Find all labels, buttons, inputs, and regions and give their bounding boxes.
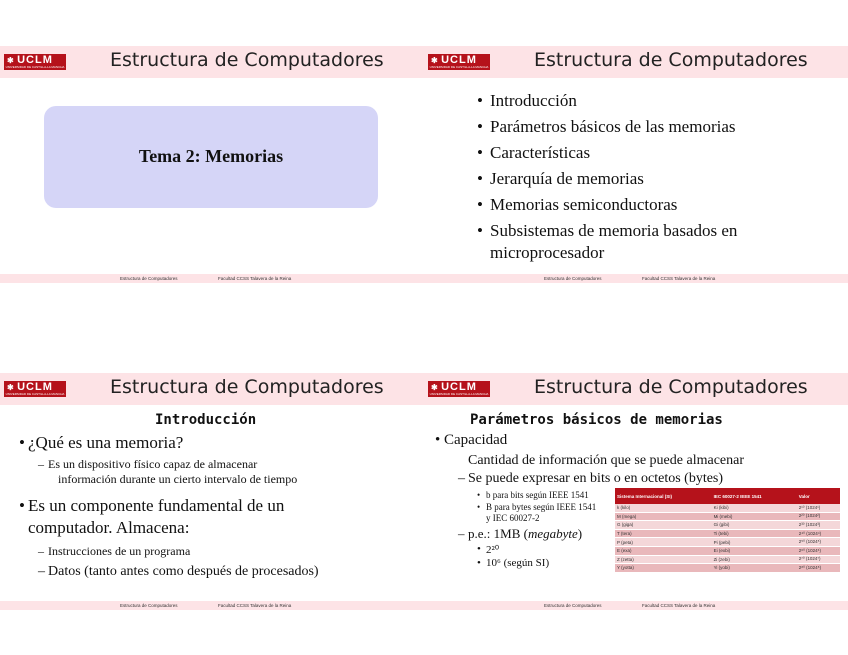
capacidad-heading: • Capacidad [444, 432, 507, 449]
slide-header [424, 373, 848, 405]
table-header: IEC 60027-2 IEEE 1541 [712, 488, 797, 504]
slide-footer: Estructura de Computadores Facultad CCSS Talavera de la Reina [424, 601, 848, 610]
star-icon: ✱ [7, 383, 15, 392]
power-of-ten: • 10⁶ (según SI) [486, 557, 549, 569]
uclm-logo: ✱ UCLM UNIVERSIDAD DE CASTILLA-LA MANCHA [5, 54, 65, 69]
uclm-logo: ✱ UCLM UNIVERSIDAD DE CASTILLA-LA MANCHA [429, 381, 489, 396]
sub-item-1: – Instrucciones de un programa [48, 544, 190, 559]
question-1: • ¿Qué es una memoria? [28, 433, 183, 453]
agenda-item: • Introducción [490, 91, 577, 111]
section-title: Introducción [155, 412, 257, 428]
slide-1 [0, 46, 424, 283]
point-2-line-2: computador. Almacena: [28, 518, 190, 537]
slide-footer: Estructura de Computadores Facultad CCSS Talavera de la Reina [424, 274, 848, 283]
slide-header [0, 46, 424, 78]
uclm-logo: ✱ UCLM UNIVERSIDAD DE CASTILLA-LA MANCHA [5, 381, 65, 396]
table-row: E (exa) Ei (exbi) 2⁶⁰ (1024⁶) [615, 546, 840, 555]
expression-line: – Se puede expresar en bits o en octetos (bytes) [468, 471, 723, 487]
slide-2 [424, 46, 848, 283]
agenda-item: • Parámetros básicos de las memorias [490, 117, 736, 137]
slide-footer: Estructura de Computadores Facultad CCSS Talavera de la Reina [0, 601, 424, 610]
slide-3 [0, 373, 424, 610]
agenda-item-continued: microprocesador [490, 243, 605, 262]
power-of-two: • 2²⁰ [486, 543, 499, 556]
header-title: Estructura de Computadores [534, 49, 808, 71]
table-header: Valor [797, 488, 840, 504]
table-row: G (giga) Gi (gibi) 2³⁰ (1024³) [615, 521, 840, 530]
sub-item-2: – Datos (tanto antes como después de procesados) [48, 564, 319, 580]
table-row: Y (yotta) Yi (yobi) 2⁸⁰ (1024⁸) [615, 564, 840, 573]
agenda-item: • Subsistemas de memoria basados en [490, 221, 737, 241]
agenda-item: • Características [490, 143, 590, 163]
table-row: M (mega) Mi (mebi) 2²⁰ (1024²) [615, 512, 840, 521]
agenda-item: • Memorias semiconductoras [490, 195, 677, 215]
star-icon: ✱ [431, 383, 439, 392]
answer-1-line-2: información durante un cierto intervalo de tiempo [58, 472, 298, 486]
point-2-line-1: • Es un componente fundamental de un [28, 496, 284, 516]
table-row: k (kilo) Ki (kibi) 2¹⁰ (1024¹) [615, 504, 840, 512]
section-title: Parámetros básicos de memorias [470, 412, 723, 428]
table-row: P (peta) Pi (pebi) 2⁵⁰ (1024⁵) [615, 538, 840, 547]
answer-1-line-1: – Es un dispositivo físico capaz de almacenar [48, 457, 257, 472]
bytes-note: • B para bytes según IEEE 1541 [486, 502, 596, 512]
star-icon: ✱ [431, 56, 439, 65]
bits-note: • b para bits según IEEE 1541 [486, 490, 589, 500]
example-line: – p.e.: 1MB (megabyte) [468, 526, 582, 542]
uclm-logo: ✱ UCLM UNIVERSIDAD DE CASTILLA-LA MANCHA [429, 54, 489, 69]
bytes-note-cont: y IEC 60027-2 [486, 513, 540, 523]
table-row: T (tera) Ti (tebi) 2⁴⁰ (1024⁴) [615, 529, 840, 538]
tema-box [44, 106, 378, 208]
agenda-item: • Jerarquía de memorias [490, 169, 644, 189]
header-title: Estructura de Computadores [110, 376, 384, 398]
slide-4 [424, 373, 848, 610]
table-header: Sistema Internacional (SI) [615, 488, 712, 504]
si-prefix-table [615, 488, 840, 573]
slide-footer: Estructura de Computadores Facultad CCSS Talavera de la Reina [0, 274, 424, 283]
slide-header [0, 373, 424, 405]
capacidad-description: Cantidad de información que se puede almacenar [468, 453, 744, 468]
header-title: Estructura de Computadores [110, 49, 384, 71]
table-row: Z (zetta) Zi (zebi) 2⁷⁰ (1024⁷) [615, 555, 840, 564]
tema-title: Tema 2: Memorias [138, 146, 284, 166]
table-header-row [615, 488, 840, 504]
slide-header [424, 46, 848, 78]
header-title: Estructura de Computadores [534, 376, 808, 398]
star-icon: ✱ [7, 56, 15, 65]
